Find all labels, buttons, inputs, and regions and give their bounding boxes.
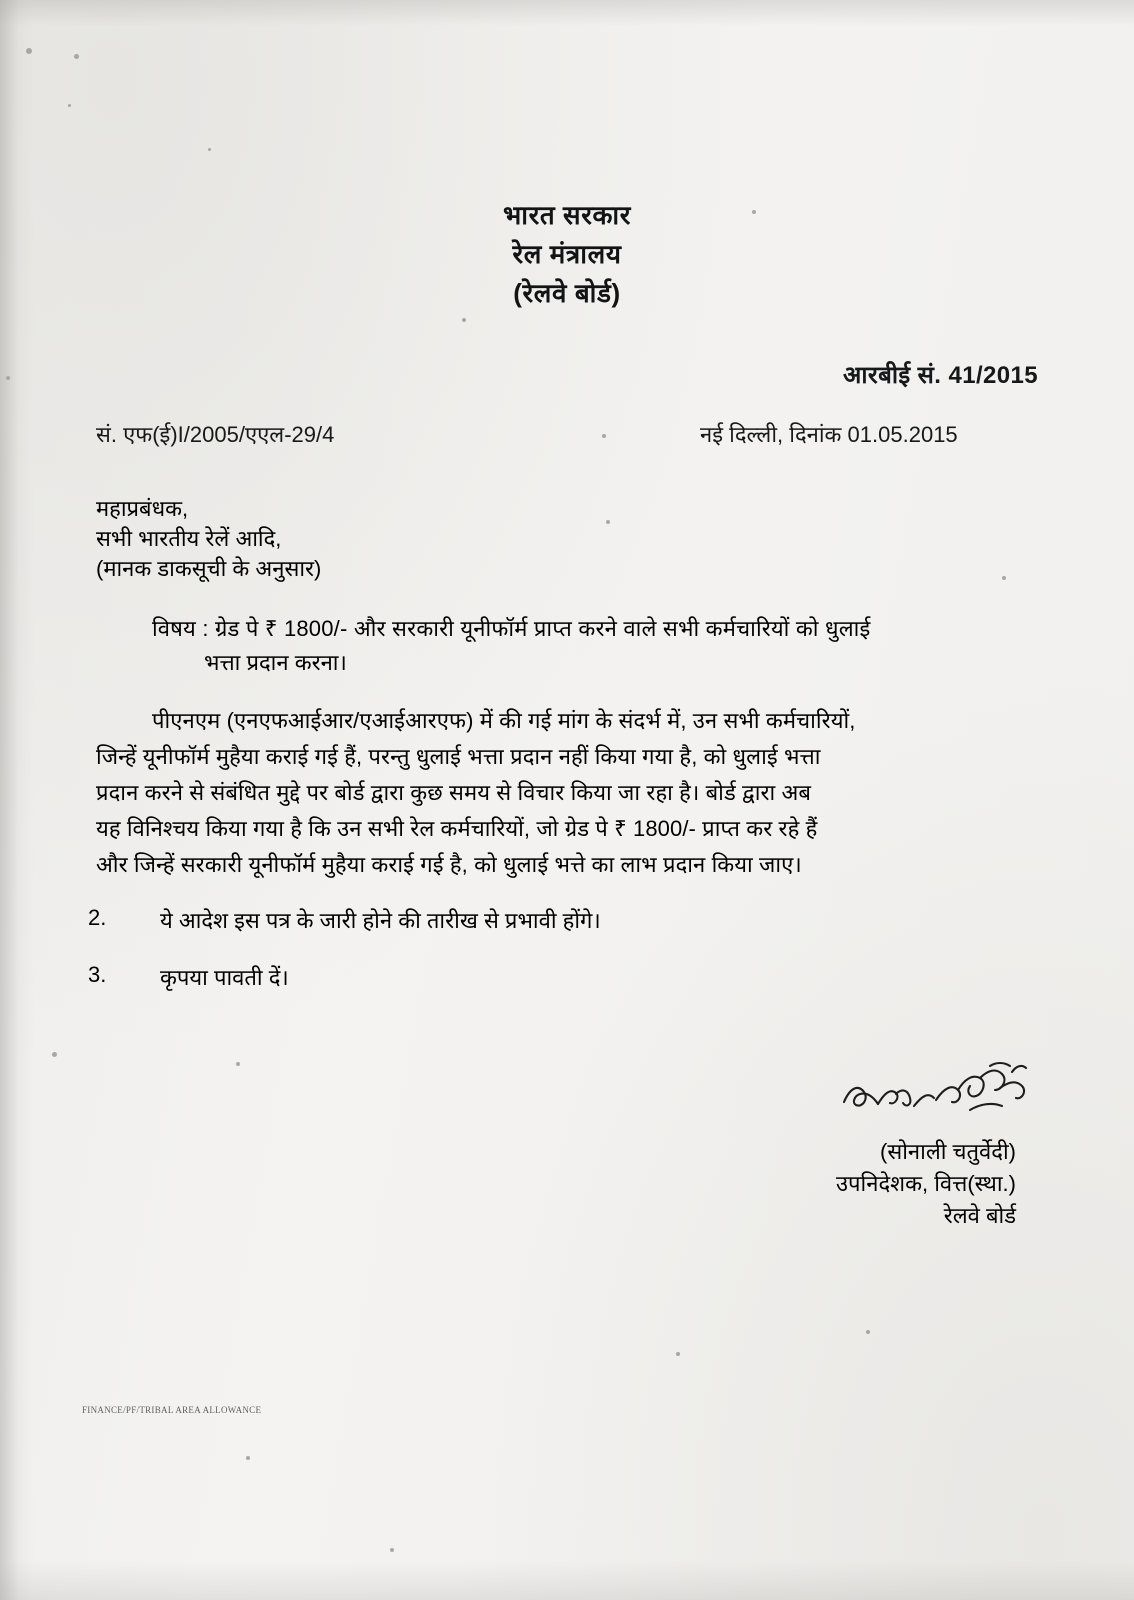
numbered-item-3-number: 3. (88, 962, 107, 987)
body-line: यह विनिश्चय किया गया है कि उन सभी रेल कर्मचारियों, जो ग्रेड पे ₹ 1800/- प्राप्त कर रहे हैं (96, 816, 818, 841)
scan-speck (52, 1052, 57, 1057)
scan-edge-shadow-top (0, 0, 1134, 26)
reference-number: सं. एफ(ई)I/2005/एएल-29/4 (96, 422, 335, 447)
letterhead-line-railway-board: (रेलवे बोर्ड) (513, 278, 621, 308)
footer-note: FINANCE/PF/TRIBAL AREA ALLOWANCE (82, 1405, 262, 1415)
signatory-organisation: रेलवे बोर्ड (943, 1203, 1016, 1228)
numbered-item-2-text: ये आदेश इस पत्र के जारी होने की तारीख से प्रभावी होंगे। (160, 908, 601, 933)
rbe-number: आरबीई सं. 41/2015 (842, 362, 1038, 389)
scan-speck (462, 318, 466, 322)
body-line: जिन्हें यूनीफॉर्म मुहैया कराई गई हैं, परन्तु धुलाई भत्ता प्रदान नहीं किया गया है, को धुलाई भत्ता (96, 744, 821, 769)
body-line: पीएनएम (एनएफआईआर/एआईआरएफ) में की गई मांग के संदर्भ में, उन सभी कर्मचारियों, (152, 708, 856, 733)
scan-speck (602, 434, 606, 438)
scan-speck (390, 1548, 394, 1552)
body-paragraph (96, 703, 1042, 883)
scan-speck (26, 48, 32, 54)
scan-speck (74, 54, 79, 59)
scan-speck (246, 1456, 250, 1460)
scan-speck (6, 376, 10, 380)
addressee-line-2: सभी भारतीय रेलें आदि, (96, 526, 282, 551)
addressee-block (96, 494, 321, 584)
scan-speck (236, 1062, 240, 1066)
numbered-item-3 (88, 962, 888, 994)
subject-block (152, 612, 1042, 680)
letterhead-line-government: भारत सरकार (502, 200, 632, 230)
signatory-name: (सोनाली चतुर्वेदी) (880, 1139, 1016, 1164)
numbered-item-2 (88, 905, 888, 937)
addressee-line-3: (मानक डाकसूची के अनुसार) (96, 556, 322, 581)
letterhead (0, 196, 1134, 313)
subject-line-1: विषय : ग्रेड पे ₹ 1800/- और सरकारी यूनीफॉर्म प्राप्त करने वाले सभी कर्मचारियों को धुलाई (152, 616, 871, 641)
scan-speck (68, 104, 71, 107)
addressee-line-1: महाप्रबंधक, (96, 496, 189, 521)
signature-block (836, 1136, 1016, 1232)
place-and-date: नई दिल्ली, दिनांक 01.05.2015 (700, 422, 958, 447)
numbered-item-3-text: कृपया पावती दें। (160, 965, 289, 990)
numbered-item-2-number: 2. (88, 905, 107, 930)
letterhead-line-ministry: रेल मंत्रालय (512, 239, 622, 269)
handwritten-signature (840, 1058, 1040, 1128)
body-line: प्रदान करने से संबंधित मुद्दे पर बोर्ड द्वारा कुछ समय से विचार किया जा रहा है। बोर्ड द्वारा अब (96, 780, 812, 805)
subject-line-2: भत्ता प्रदान करना। (204, 650, 347, 675)
scan-speck (676, 1352, 680, 1356)
scan-edge-shadow-bottom (0, 1560, 1134, 1600)
signatory-designation: उपनिदेशक, वित्त(स्था.) (836, 1171, 1016, 1196)
body-line: और जिन्हें सरकारी यूनीफॉर्म मुहैया कराई गई है, को धुलाई भत्ते का लाभ प्रदान किया जाए। (96, 852, 802, 877)
scan-speck (1002, 576, 1006, 580)
scan-speck (606, 520, 610, 524)
scan-speck (208, 148, 211, 151)
scan-speck (866, 1330, 870, 1334)
